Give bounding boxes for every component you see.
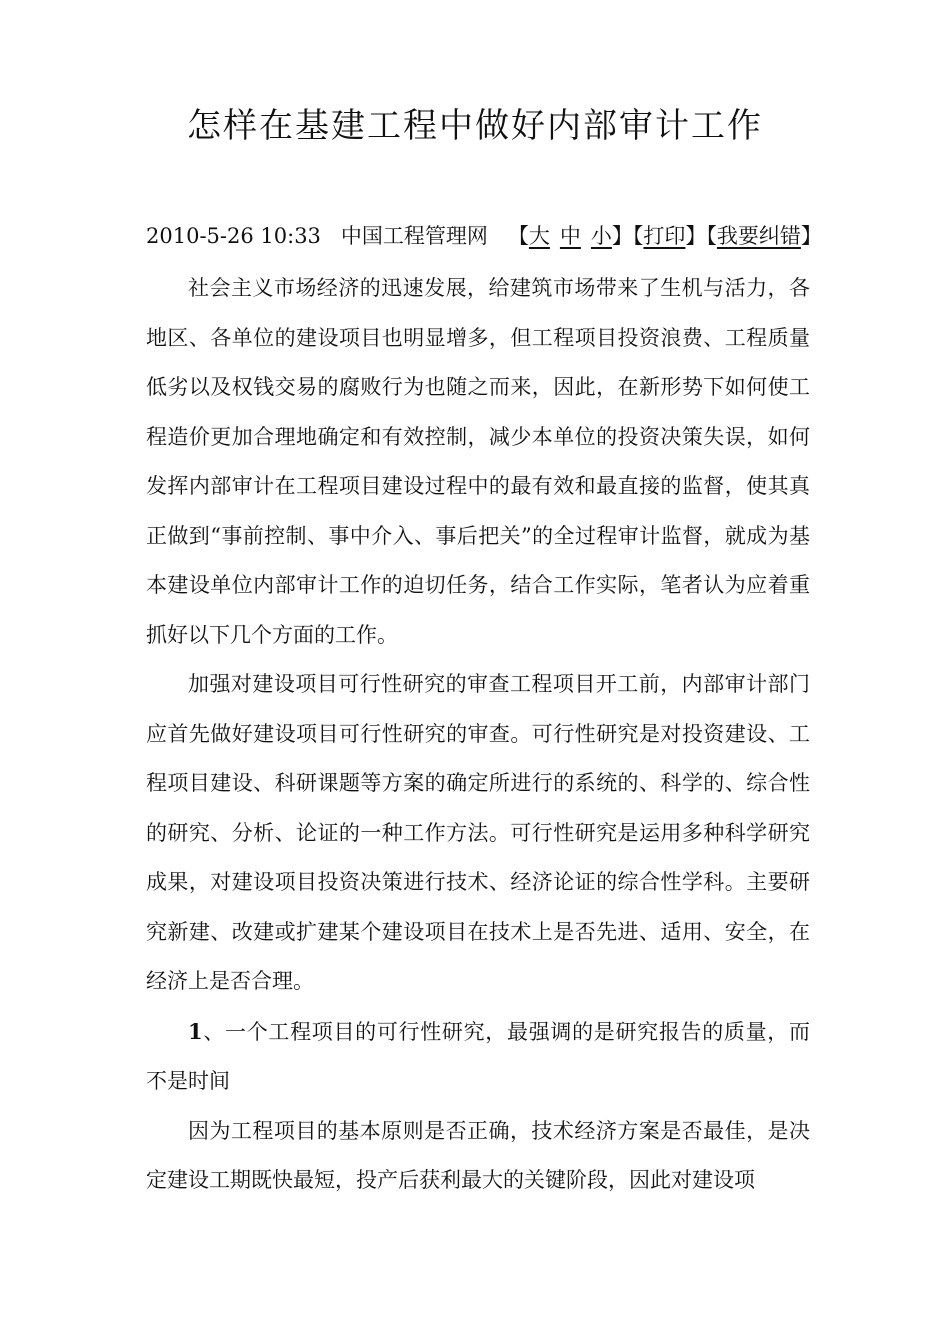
section-heading-text: 、一个工程项目的可行性研究，最强调的是研究报告的质量，而不是时间 — [146, 1019, 810, 1093]
body-paragraph: 社会主义市场经济的迅速发展，给建筑市场带来了生机与活力，各地区、各单位的建设项目也明显增多，但工程项目投资浪费、工程质量低劣以及权钱交易的腐败行为也随之而来，因此，在新形势下如何使工程造价更加合理地确定和有效控制，减少本单位的投资决策失误，如何发挥内部审计在工程项目建设过程中的最有效和最直接的监督，使其真正做到“事前控制、事中介入、事后把关”的全过程审计监督，就成为基本建设单位内部审计工作的迫切任务，结合工作实际，笔者认为应着重抓好以下几个方面的工作。 — [146, 276, 810, 647]
section-number: 1 — [188, 1018, 203, 1044]
body-paragraph: 因为工程项目的基本原则是否正确，技术经济方案是否最佳，是决定建设工期既快最短，投产后获利最大的关键阶段，因此对建设项 — [146, 1118, 810, 1192]
font-size-small-link[interactable]: 小 — [590, 224, 612, 248]
body-paragraph: 加强对建设项目可行性研究的审查工程项目开工前，内部审计部门应首先做好建设项目可行性研究的审查。可行性研究是对投资建设、工程项目建设、科研课题等方案的确定所进行的系统的、科学的、综合性的研究、分析、论证的一种工作方法。可行性研究是运用多种科学研究成果，对建设项目投资决策进行技术、经济论证的综合性学科。主要研究新建、改建或扩建某个建设项目在技术上是否先进、适用、安全，在经济上是否合理。 — [146, 672, 810, 993]
bracket-separator: 】【 — [685, 224, 717, 248]
report-error-link[interactable]: 我要纠错 — [716, 224, 801, 248]
font-size-medium-link[interactable]: 中 — [559, 224, 581, 248]
publish-datetime: 2010-5-26 10:33 — [146, 224, 321, 248]
section-heading — [146, 1007, 810, 1107]
article-meta-bar — [146, 216, 822, 256]
document-title: 怎样在基建工程中做好内部审计工作 — [187, 106, 763, 146]
font-size-large-link[interactable]: 大 — [528, 224, 550, 248]
bracket-separator: 】【 — [611, 224, 644, 248]
article-body — [146, 264, 810, 1206]
bracket-open: 【 — [507, 224, 529, 248]
bracket-close: 】 — [800, 224, 822, 248]
source-name: 中国工程管理网 — [340, 224, 488, 248]
print-link[interactable]: 打印 — [643, 224, 686, 248]
